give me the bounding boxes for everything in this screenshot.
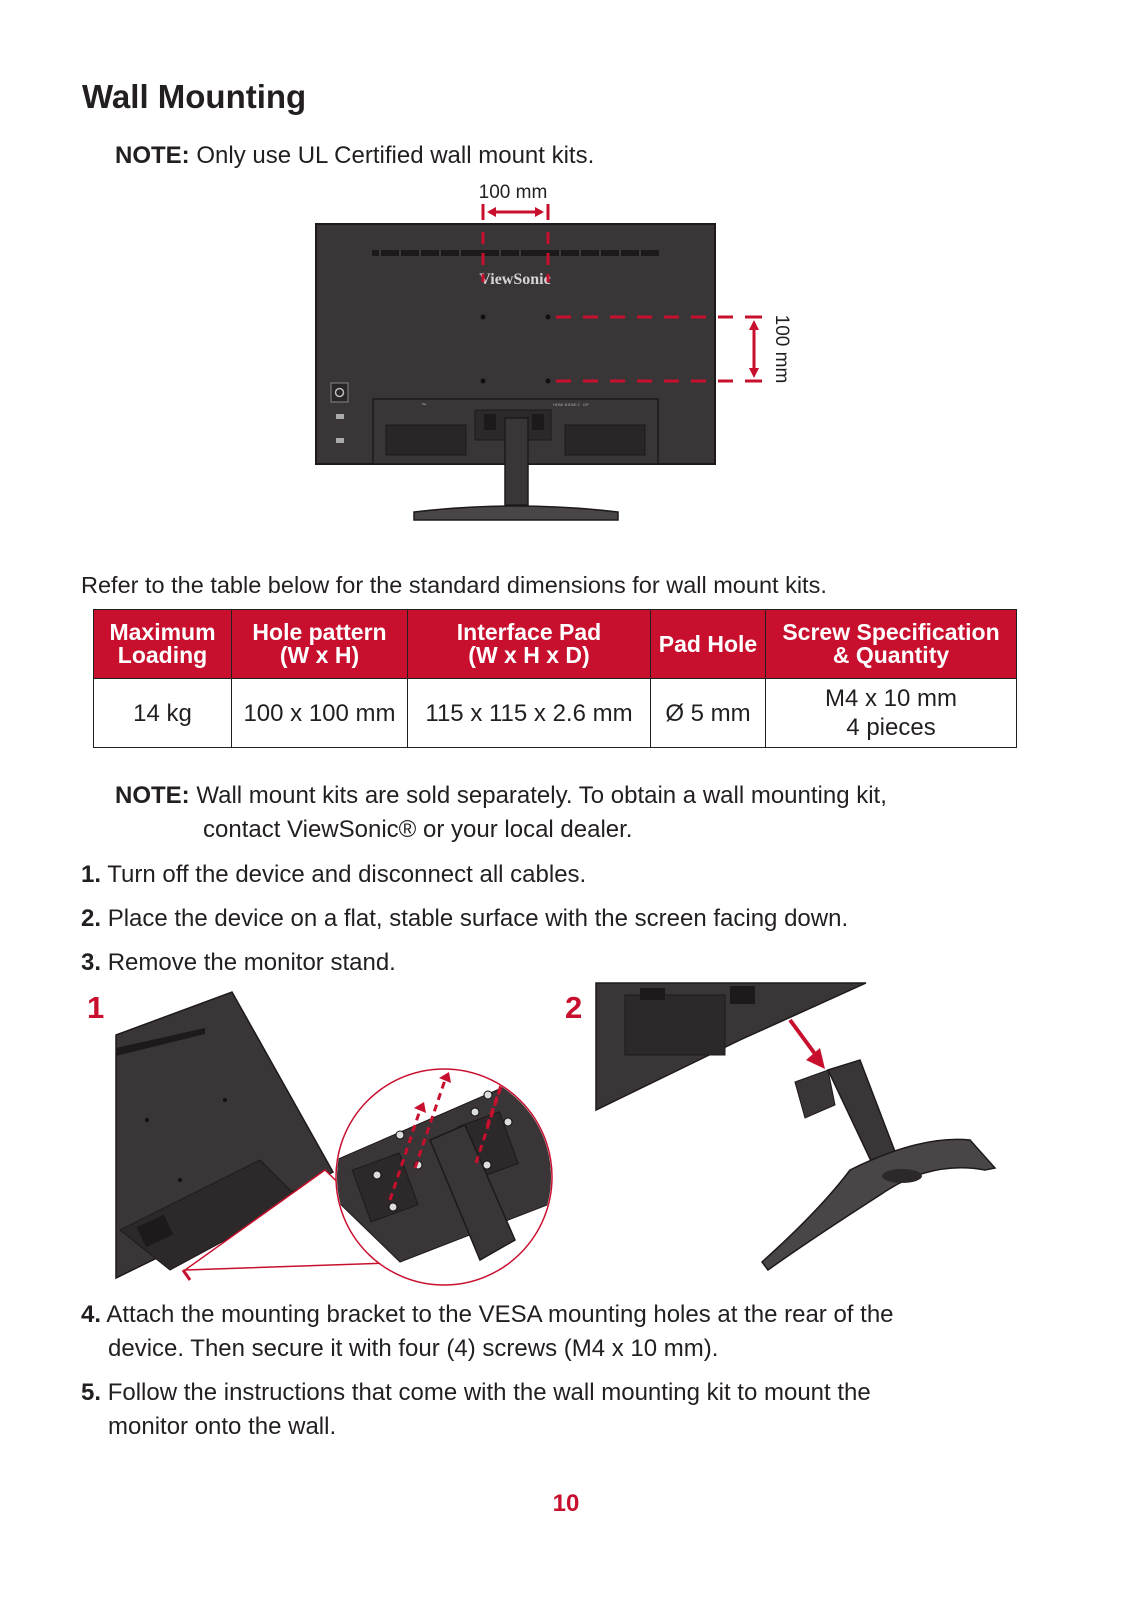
header-hole-pattern: Hole pattern (W x H) bbox=[232, 610, 408, 679]
cell-hole-pattern: 100 x 100 mm bbox=[232, 679, 408, 748]
wall-mount-spec-table bbox=[93, 609, 1017, 748]
note-line2: contact ViewSonic® or your local dealer. bbox=[203, 816, 633, 843]
cell-screw-spec: M4 x 10 mm 4 pieces bbox=[766, 679, 1017, 748]
header-pad-hole: Pad Hole bbox=[651, 610, 766, 679]
figure-label-2: 2 bbox=[565, 990, 583, 1025]
vesa-hole bbox=[481, 315, 486, 320]
port-label-dp: DP bbox=[583, 402, 589, 407]
port-label-hdmi2: HDMI 2 bbox=[566, 402, 580, 407]
svg-text:~: ~ bbox=[421, 399, 427, 409]
table-row bbox=[94, 679, 1017, 748]
cell-pad-hole: Ø 5 mm bbox=[651, 679, 766, 748]
joystick-button bbox=[331, 383, 348, 402]
width-dimension-label: 100 mm bbox=[478, 182, 548, 203]
vesa-hole bbox=[546, 379, 551, 384]
table-intro: Refer to the table below for the standard dimensions for wall mount kits. bbox=[81, 572, 827, 598]
header-interface-pad: Interface Pad (W x H x D) bbox=[408, 610, 651, 679]
header-max-loading: Maximum Loading bbox=[94, 610, 232, 679]
height-dimension-label: 100 mm bbox=[771, 314, 792, 384]
header-screw-spec: Screw Specification & Quantity bbox=[766, 610, 1017, 679]
note-line1: Wall mount kits are sold separately. To obtain a wall mounting kit, bbox=[196, 782, 887, 809]
stand-base bbox=[414, 506, 618, 520]
port-label-hdmi1: HDMI 1 bbox=[553, 402, 567, 407]
note-label: NOTE: bbox=[115, 782, 190, 809]
page-number: 10 bbox=[552, 1490, 580, 1517]
step-4: 4. Attach the mounting bracket to the VESA mounting holes at the rear of the device. Then secure it with four (4) screws (M4 x 10 mm). bbox=[81, 1301, 894, 1362]
note-bottom bbox=[115, 779, 887, 847]
width-arrow bbox=[483, 204, 548, 220]
brand-logo: ViewSonic bbox=[479, 271, 551, 288]
step-1: 1. Turn off the device and disconnect all cables. bbox=[81, 861, 587, 888]
height-arrow bbox=[747, 317, 762, 381]
note-label: NOTE: bbox=[115, 142, 190, 169]
vesa-hole bbox=[546, 315, 551, 320]
figure-label-1: 1 bbox=[87, 990, 105, 1025]
step-3: 3. Remove the monitor stand. bbox=[81, 949, 396, 976]
cell-loading: 14 kg bbox=[94, 679, 232, 748]
vesa-hole bbox=[481, 379, 486, 384]
step-5: 5. Follow the instructions that come with the wall mounting kit to mount the monitor onto the wall. bbox=[81, 1379, 871, 1440]
note-text: Only use UL Certified wall mount kits. bbox=[196, 142, 595, 169]
stand-neck bbox=[505, 418, 528, 505]
table-header-row bbox=[94, 610, 1017, 679]
monitor-rear-diagram bbox=[0, 0, 1132, 560]
stand-base bbox=[762, 1139, 995, 1270]
step-2: 2. Place the device on a flat, stable surface with the screen facing down. bbox=[81, 905, 849, 932]
stand-neck bbox=[828, 1060, 902, 1180]
cell-interface-pad: 115 x 115 x 2.6 mm bbox=[408, 679, 651, 748]
page-title: Wall Mounting bbox=[82, 78, 307, 115]
